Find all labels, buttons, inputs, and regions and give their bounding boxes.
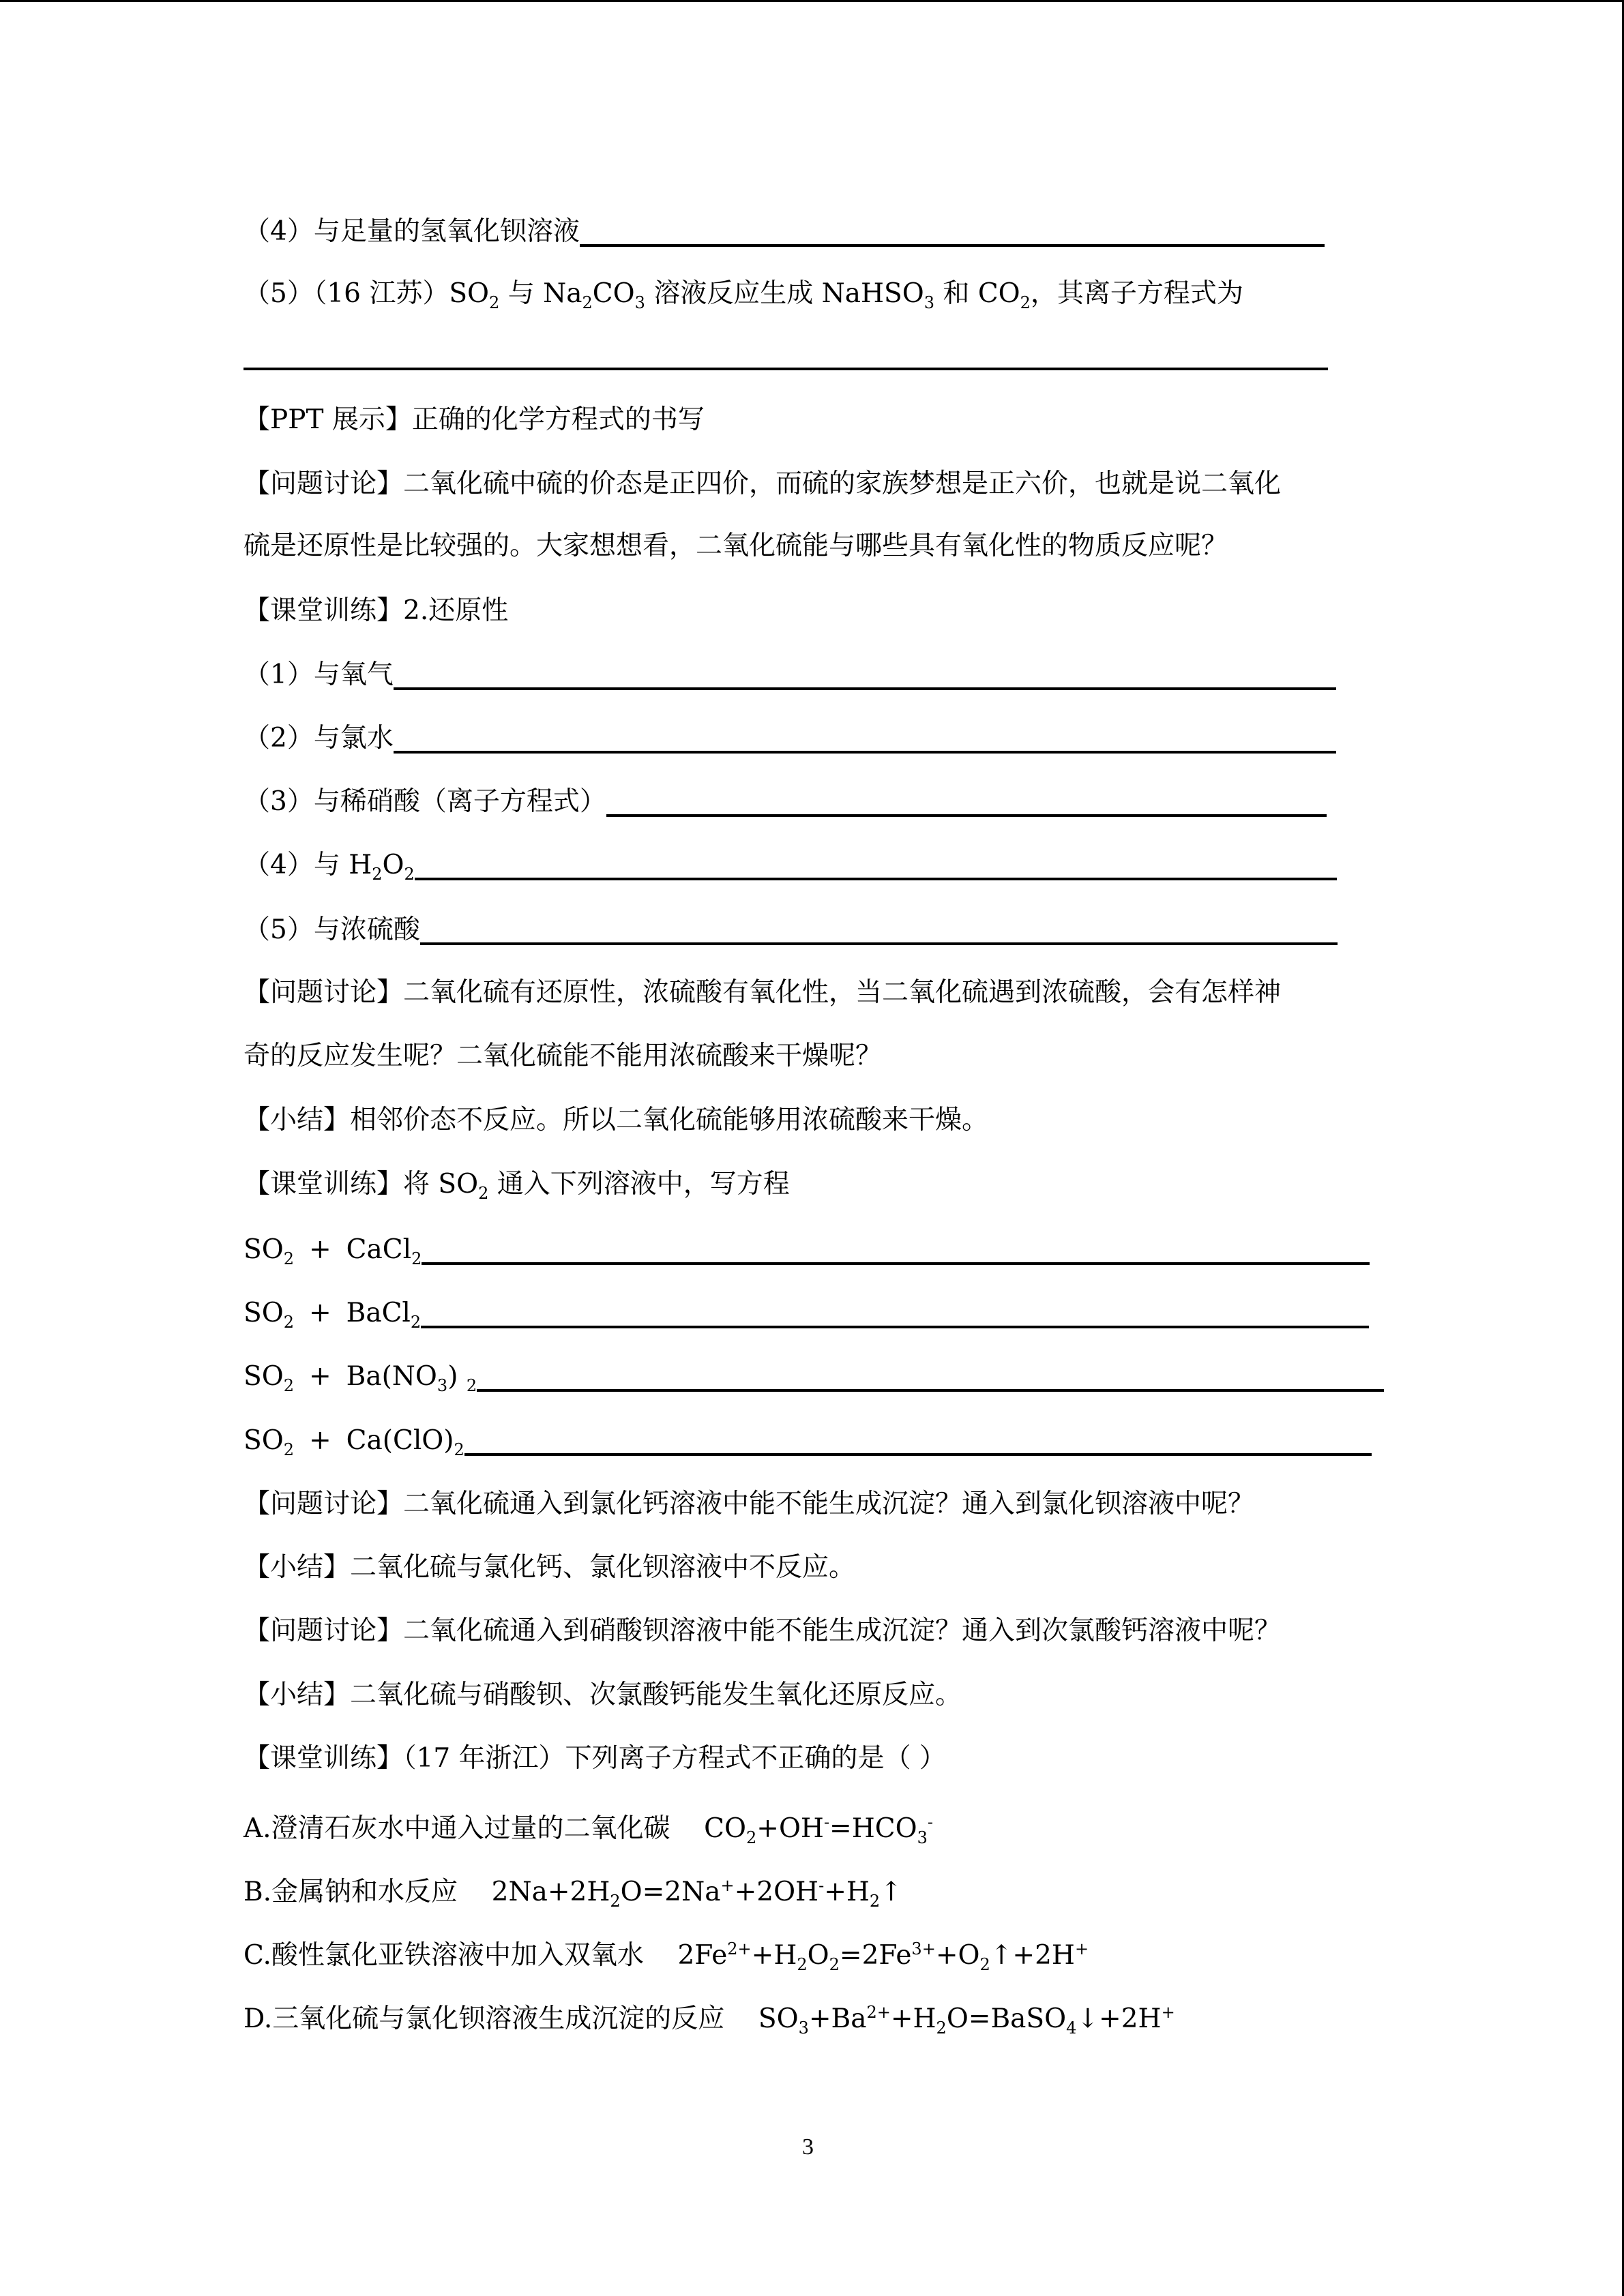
reducing-item-2: （2）与氯水 [243, 719, 1336, 758]
training-zhejiang: 【课堂训练】（17 年浙江）下列离子方程式不正确的是（ ） [243, 1743, 946, 1774]
reaction-caclo2: $SO_2 + Ca(ClO)_2$ [243, 1422, 1372, 1469]
reaction-bacl2: $SO_2$ + BaCl$_2$ [243, 1294, 1369, 1341]
answer-blank[interactable] [415, 850, 1337, 880]
option-c: C.酸性氯化亚铁溶液中加入双氧水 $2Fe^{2+}+H_2O_2=2Fe^{3+}+O_2↑+2H^+$ [243, 1939, 1089, 1974]
summary-2: 【小结】二氧化硫与氯化钙、氯化钡溶液中不反应。 [243, 1552, 856, 1583]
option-d: D.三氧化硫与氯化钡溶液生成沉淀的反应 $SO_3+Ba^{2+}+H_2O=BaSO_4↓+2H^+$ [243, 2003, 1175, 2038]
reducing-item-5: （5）与浓硫酸 [243, 911, 1338, 949]
answer-blank[interactable] [477, 1362, 1384, 1392]
ppt-heading: 【PPT 展示】正确的化学方程式的书写 [243, 404, 705, 435]
discussion-3: 【问题讨论】二氧化硫通入到氯化钙溶液中能不能生成沉淀？通入到氯化钡溶液中呢？ [243, 1489, 1255, 1519]
summary-3: 【小结】二氧化硫与硝酸钡、次氯酸钙能发生氧化还原反应。 [243, 1680, 962, 1710]
question-5-line: （5）（16 江苏）$SO_2$ 与 $Na_2CO_3$ 溶液反应生成 NaHSO$_3$ 和 $CO_2$，其离子方程式为 [243, 278, 1243, 312]
answer-blank[interactable] [394, 660, 1336, 690]
reducing-item-1: （1）与氧气 [243, 656, 1336, 694]
answer-blank[interactable] [580, 217, 1325, 247]
answer-blank[interactable] [422, 1235, 1370, 1265]
training-reducing-title: 【课堂训练】2.还原性 [243, 595, 509, 626]
summary-1: 【小结】相邻价态不反应。所以二氧化硫能够用浓硫酸来干燥。 [243, 1105, 989, 1135]
training-so2-title: 【课堂训练】将 $SO_2$ 通入下列溶液中，写方程 [243, 1169, 790, 1203]
answer-blank[interactable] [394, 724, 1336, 754]
discussion-1-line-2: 硫是还原性是比较强的。大家想想看，二氧化硫能与哪些具有氧化性的物质反应呢？ [243, 531, 1228, 561]
reducing-item-3: （3）与稀硝酸（离子方程式） [243, 783, 1327, 821]
answer-blank-full[interactable] [243, 368, 1328, 370]
page-top-border [0, 0, 1624, 2]
answer-blank[interactable] [420, 915, 1338, 945]
option-a: A.澄清石灰水中通入过量的二氧化碳 $CO_2+OH^-=HCO_3^-$ [243, 1813, 933, 1847]
answer-blank[interactable] [464, 1426, 1372, 1456]
discussion-2-line-2: 奇的反应发生呢？二氧化硫能不能用浓硫酸来干燥呢？ [243, 1041, 883, 1071]
discussion-2-line-1: 【问题讨论】二氧化硫有还原性，浓硫酸有氧化性，当二氧化硫遇到浓硫酸，会有怎样神 [243, 977, 1282, 1008]
answer-blank[interactable] [606, 787, 1327, 817]
reaction-bano32: $SO_2 + Ba(NO_3)$ $_2$ [243, 1358, 1384, 1405]
reducing-item-4: （4）与 $H_2O_2$ [243, 846, 1337, 893]
option-b: B.金属钠和水反应 $2Na+2H_2O=2Na^++2OH^-+H_2↑$ [243, 1876, 902, 1911]
answer-blank[interactable] [421, 1298, 1369, 1328]
discussion-1-line-1: 【问题讨论】二氧化硫中硫的价态是正四价，而硫的家族梦想是正六价，也就是说二氧化 [243, 468, 1282, 499]
question-4-line: （4）与足量的氢氧化钡溶液 [243, 213, 1325, 251]
page-number: 3 [802, 2134, 814, 2160]
reaction-cacl2: $SO_2$ + CaCl$_2$ [243, 1231, 1370, 1278]
discussion-4: 【问题讨论】二氧化硫通入到硝酸钡溶液中能不能生成沉淀？通入到次氯酸钙溶液中呢？ [243, 1615, 1282, 1646]
